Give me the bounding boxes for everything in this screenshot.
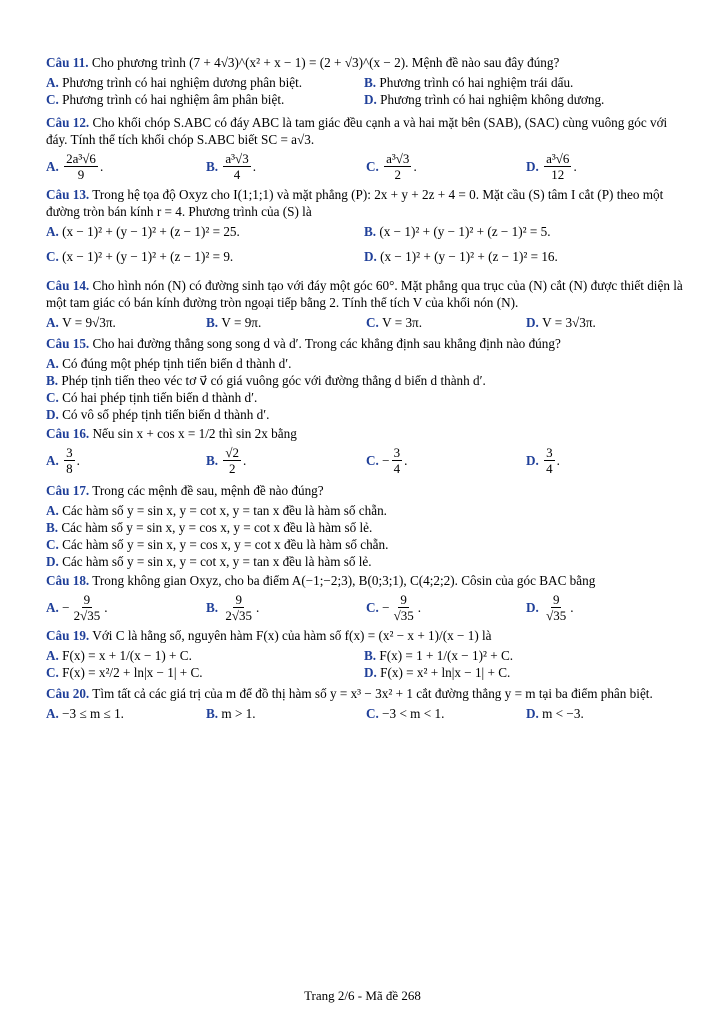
option-label: D. <box>364 249 377 264</box>
question-label: Câu 16. <box>46 426 90 441</box>
option-d: D. $\frac{9}{√35}$ . <box>526 592 574 623</box>
question-stem <box>46 482 686 499</box>
option-label: B. <box>206 453 219 468</box>
option-text: Phương trình có hai nghiệm không dương. <box>380 92 605 107</box>
option-text: Có đúng một phép tịnh tiến biến d thành d′. <box>62 356 292 371</box>
question-text: Với C là hằng số, nguyên hàm F(x) của hàm số f(x) = (x² − x + 1)/(x − 1) là <box>92 628 492 643</box>
fraction-numerator: a³√3 <box>225 151 249 166</box>
option-text: V = 9π. <box>221 315 262 330</box>
options-row <box>46 223 686 240</box>
option-label: A. <box>46 706 59 721</box>
options-row <box>46 91 686 108</box>
option-text: m > 1. <box>221 706 256 721</box>
question-stem <box>46 572 686 589</box>
option-fraction <box>64 445 75 476</box>
option-fraction <box>223 592 254 623</box>
question-stem <box>46 627 686 644</box>
options-row <box>46 445 686 476</box>
question-label: Câu 14. <box>46 278 90 293</box>
option-text: F(x) = x²/2 + ln|x − 1| + C. <box>62 665 203 680</box>
question-20 <box>46 685 686 728</box>
fraction-numerator: 9 <box>552 592 560 607</box>
fraction-denominator: 9 <box>77 167 85 182</box>
option-label: A. <box>46 75 59 90</box>
option-b <box>364 647 682 664</box>
question-16 <box>46 425 686 482</box>
options-row <box>46 592 686 623</box>
option-label: D. <box>364 92 377 107</box>
option-b <box>46 519 372 536</box>
option-text: V = 3√3π. <box>542 315 596 330</box>
option-text: −3 < m < 1. <box>382 706 445 721</box>
fraction-numerator: 9 <box>400 592 407 607</box>
option-label: C. <box>366 706 379 721</box>
option-label: B. <box>46 520 59 535</box>
page-footer: Trang 2/6 - Mã đề 268 <box>304 988 421 1003</box>
question-12 <box>46 114 686 186</box>
question-label: Câu 13. <box>46 187 90 202</box>
fraction-denominator: 2 <box>394 167 402 182</box>
options-row <box>46 355 686 372</box>
option-label: D. <box>46 554 59 569</box>
option-fraction <box>223 445 241 476</box>
fraction-numerator: 9 <box>83 592 91 607</box>
option-c <box>46 536 388 553</box>
option-b <box>364 74 682 91</box>
question-11 <box>46 54 686 114</box>
option-c: C. $\frac{\text{a³√3}}{2}$ . <box>366 151 417 182</box>
option-label: B. <box>206 159 219 174</box>
option-b <box>206 705 366 722</box>
option-text: (x − 1)² + (y − 1)² + (z − 1)² = 25. <box>62 224 240 239</box>
question-stem <box>46 425 686 442</box>
options-row <box>46 502 686 519</box>
fraction-denominator: 2√35 <box>225 608 253 623</box>
fraction-numerator: a³√3 <box>386 151 410 166</box>
question-stem <box>46 186 686 220</box>
option-text: V = 3π. <box>382 315 422 330</box>
question-stem <box>46 54 686 71</box>
option-c <box>46 91 364 108</box>
option-text: Phương trình có hai nghiệm trái dấu. <box>379 75 574 90</box>
question-label: Câu 19. <box>46 628 90 643</box>
option-label: C. <box>46 665 59 680</box>
fraction-numerator: 2a³√6 <box>66 151 96 166</box>
option-label: C. <box>366 453 379 468</box>
options-row <box>46 519 686 536</box>
fraction-numerator: 9 <box>235 592 242 607</box>
option-label: A. <box>46 224 59 239</box>
options-row <box>46 536 686 553</box>
question-text: Trong các mệnh đề sau, mệnh đề nào đúng? <box>92 483 324 498</box>
option-d <box>364 664 682 681</box>
option-text: m < −3. <box>542 706 584 721</box>
option-label: A. <box>46 356 59 371</box>
options-row <box>46 553 686 570</box>
option-d <box>364 91 682 108</box>
fraction-denominator: 12 <box>551 167 565 182</box>
option-label: D. <box>46 407 59 422</box>
option-sign: − <box>62 600 70 615</box>
option-label: C. <box>366 315 379 330</box>
option-c: C. − $\frac{3}{4}$ . <box>366 445 408 476</box>
option-b: B. $\frac{√2}{2}$ . <box>206 445 247 476</box>
question-label: Câu 15. <box>46 336 90 351</box>
option-label: B. <box>206 315 219 330</box>
option-d <box>526 705 686 722</box>
option-fraction <box>384 151 411 182</box>
option-b: B. $\frac{9}{2√35}$ . <box>206 592 260 623</box>
question-stem <box>46 277 686 311</box>
question-19 <box>46 627 686 685</box>
option-text: Các hàm số y = sin x, y = cot x, y = tan x đều là hàm số lẻ. <box>62 554 372 569</box>
option-d <box>526 314 686 331</box>
option-fraction <box>392 445 403 476</box>
option-c: C. − $\frac{9}{√35}$ . <box>366 592 421 623</box>
option-label: B. <box>46 373 59 388</box>
option-b <box>364 223 682 240</box>
option-sign: − <box>382 453 390 468</box>
option-text: Phép tịnh tiến theo véc tơ v⃗ có giá vuông góc với đường thẳng d biến d thành d′. <box>61 373 486 388</box>
fraction-denominator: 4 <box>546 461 553 476</box>
fraction-denominator: √35 <box>546 608 567 623</box>
question-stem <box>46 685 686 702</box>
question-stem <box>46 335 686 352</box>
option-a <box>46 647 364 664</box>
option-fraction <box>64 151 98 182</box>
option-label: D. <box>526 159 539 174</box>
question-label: Câu 11. <box>46 55 89 70</box>
question-text: Trong hệ tọa độ Oxyz cho I(1;1;1) và mặt phẳng (P): 2x + y + 2z + 4 = 0. Mặt cầu (S) tâm I cắt (P) theo một đường tròn bán kính r = 4. Phương trình của (S) là <box>46 187 664 219</box>
option-text: Phương trình có hai nghiệm dương phân biệt. <box>62 75 303 90</box>
option-a <box>46 74 364 91</box>
option-text: Các hàm số y = sin x, y = cot x, y = tan x đều là hàm số chẵn. <box>62 503 387 518</box>
option-fraction <box>544 592 568 623</box>
option-c <box>46 248 364 265</box>
options-row <box>46 664 686 681</box>
option-d: D. $\frac{3}{4}$ . <box>526 445 560 476</box>
option-a: A. $\frac{\text{2a³√6}}{9}$ . <box>46 151 104 182</box>
option-label: A. <box>46 648 59 663</box>
fraction-numerator: a³√6 <box>546 151 570 166</box>
options-row <box>46 647 686 664</box>
option-text: Các hàm số y = sin x, y = cos x, y = cot x đều là hàm số lẻ. <box>61 520 373 535</box>
option-text: (x − 1)² + (y − 1)² + (z − 1)² = 16. <box>380 249 558 264</box>
question-text: Tìm tất cả các giá trị của m để đồ thị hàm số y = x³ − 3x² + 1 cắt đường thẳng y = m tại ba điểm phân biệt. <box>92 686 653 701</box>
option-label: D. <box>364 665 377 680</box>
exam-page <box>46 54 686 728</box>
options-row <box>46 705 686 722</box>
option-label: C. <box>46 390 59 405</box>
option-text: F(x) = x² + ln|x − 1| + C. <box>380 665 511 680</box>
option-c <box>366 705 526 722</box>
fraction-numerator: √2 <box>225 445 240 460</box>
option-label: D. <box>526 600 539 615</box>
question-13 <box>46 186 686 277</box>
option-fraction <box>223 151 250 182</box>
option-label: C. <box>46 92 59 107</box>
question-text: Nếu sin x + cos x = 1/2 thì sin 2x bằng <box>92 426 297 441</box>
option-fraction <box>544 151 571 182</box>
option-label: C. <box>46 249 59 264</box>
option-label: A. <box>46 600 59 615</box>
option-b: B. $\frac{\text{a³√3}}{4}$ . <box>206 151 256 182</box>
option-text: V = 9√3π. <box>62 315 116 330</box>
option-label: A. <box>46 503 59 518</box>
options-row <box>46 389 686 406</box>
option-text: F(x) = x + 1/(x − 1) + C. <box>62 648 192 663</box>
option-d <box>46 553 372 570</box>
option-text: Các hàm số y = sin x, y = cos x, y = cot x đều là hàm số chẵn. <box>62 537 389 552</box>
option-d <box>46 406 269 423</box>
option-label: B. <box>206 600 219 615</box>
option-d: D. $\frac{\text{a³√6}}{12}$ . <box>526 151 577 182</box>
option-label: D. <box>526 315 539 330</box>
fraction-denominator: 4 <box>393 461 401 476</box>
option-label: A. <box>46 159 59 174</box>
option-label: B. <box>364 75 377 90</box>
fraction-denominator: 4 <box>233 167 241 182</box>
option-fraction <box>544 445 555 476</box>
options-row <box>46 151 686 182</box>
question-label: Câu 18. <box>46 573 90 588</box>
option-label: B. <box>364 648 377 663</box>
options-row <box>46 406 686 423</box>
option-label: A. <box>46 453 59 468</box>
option-text: Phương trình có hai nghiệm âm phân biệt. <box>62 92 285 107</box>
question-text: Cho phương trình (7 + 4√3)^(x² + x − 1) = (2 + √3)^(x − 2). Mệnh đề nào sau đây đúng? <box>91 55 560 70</box>
option-a: A. − $\frac{9}{2√35}$ . <box>46 592 108 623</box>
question-text: Trong không gian Oxyz, cho ba điểm A(−1;−2;3), B(0;3;1), C(4;2;2). Côsin của góc BAC bằng <box>92 573 596 588</box>
question-14 <box>46 277 686 335</box>
question-17 <box>46 482 686 572</box>
option-a <box>46 223 364 240</box>
option-c <box>46 664 364 681</box>
fraction-numerator: 3 <box>66 445 73 460</box>
question-stem <box>46 114 686 148</box>
question-text: Cho khối chóp S.ABC có đáy ABC là tam giác đều cạnh a và hai mặt bên (SAB), (SAC) cùng vuông góc với đáy. Tính thể tích khối chóp S.ABC biết SC = a√3. <box>46 115 668 147</box>
option-a <box>46 355 291 372</box>
option-label: D. <box>526 453 539 468</box>
fraction-denominator: 8 <box>66 461 73 476</box>
option-label: C. <box>366 600 379 615</box>
fraction-denominator: 2√35 <box>73 608 101 623</box>
option-text: Có hai phép tịnh tiến biến d thành d′. <box>62 390 258 405</box>
option-label: D. <box>526 706 539 721</box>
option-label: B. <box>206 706 219 721</box>
question-18 <box>46 572 686 627</box>
question-label: Câu 17. <box>46 483 90 498</box>
option-fraction <box>392 592 416 623</box>
option-text: (x − 1)² + (y − 1)² + (z − 1)² = 9. <box>62 249 234 264</box>
option-label: C. <box>366 159 379 174</box>
option-sign: − <box>382 600 390 615</box>
option-a: A. $\frac{3}{8}$ . <box>46 445 80 476</box>
option-a <box>46 314 206 331</box>
option-fraction <box>72 592 103 623</box>
option-text: F(x) = 1 + 1/(x − 1)² + C. <box>379 648 514 663</box>
options-row <box>46 74 686 91</box>
options-row <box>46 372 686 389</box>
option-a <box>46 502 387 519</box>
question-15 <box>46 335 686 425</box>
option-label: A. <box>46 315 59 330</box>
question-text: Cho hai đường thẳng song song d và d′. Trong các khẳng định sau khẳng định nào đúng? <box>92 336 561 351</box>
question-label: Câu 12. <box>46 115 90 130</box>
option-a <box>46 705 206 722</box>
option-text: −3 ≤ m ≤ 1. <box>62 706 124 721</box>
option-b <box>206 314 366 331</box>
fraction-denominator: 2 <box>228 461 236 476</box>
fraction-denominator: √35 <box>393 608 414 623</box>
option-label: B. <box>364 224 377 239</box>
option-c <box>366 314 526 331</box>
options-row <box>46 248 686 265</box>
option-text: (x − 1)² + (y − 1)² + (z − 1)² = 5. <box>379 224 551 239</box>
question-label: Câu 20. <box>46 686 90 701</box>
option-label: C. <box>46 537 59 552</box>
fraction-numerator: 3 <box>393 445 401 460</box>
option-c <box>46 389 257 406</box>
question-text: Cho hình nón (N) có đường sinh tạo với đáy một góc 60°. Mặt phẳng qua trục của (N) cắt (N) được thiết diện là một tam giác có bán kính đường tròn ngoại tiếp bằng 2. Tính thể tích V của khối nón (N). <box>46 278 683 310</box>
fraction-numerator: 3 <box>546 445 553 460</box>
option-b <box>46 372 486 389</box>
option-text: Có vô số phép tịnh tiến biến d thành d′. <box>62 407 270 422</box>
option-d <box>364 248 682 265</box>
options-row <box>46 314 686 331</box>
